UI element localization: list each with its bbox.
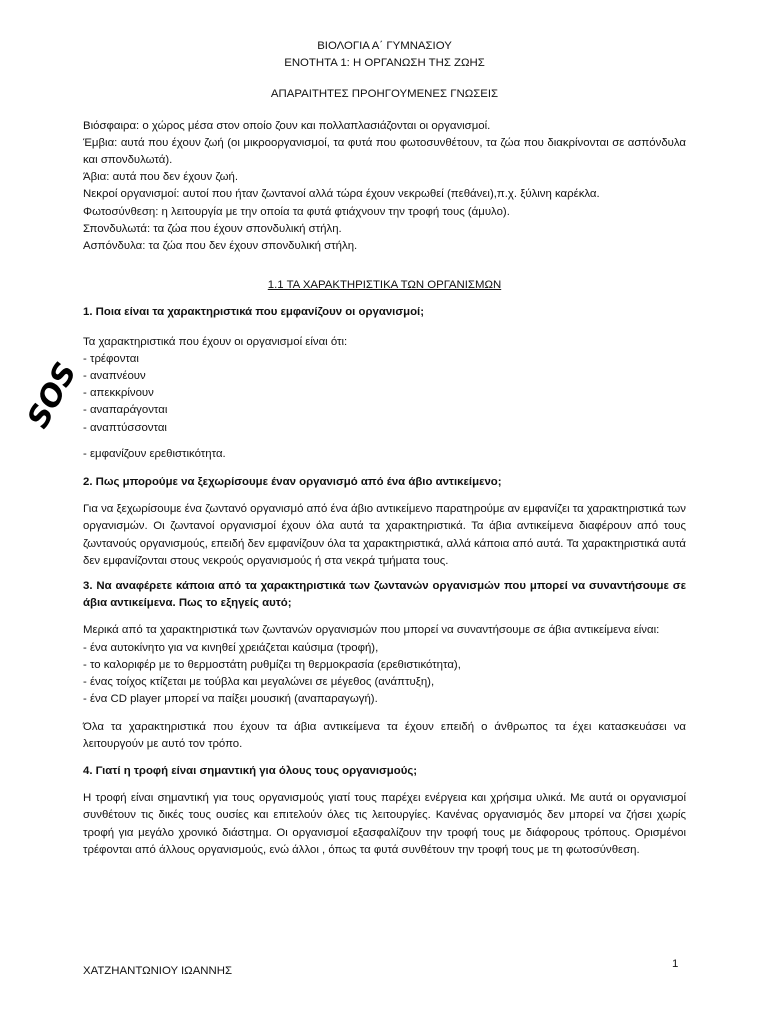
document-page (83, 38, 686, 859)
definition-term: Έμβια: (83, 136, 118, 149)
section-title: 1.1 ΤΑ ΧΑΡΑΚΤΗΡΙΣΤΙΚΑ ΤΩΝ ΟΡΓΑΝΙΣΜΩΝ (267, 279, 502, 292)
sos-stamp: SOS (20, 356, 84, 435)
list-item: - ένα αυτοκίνητο για να κινηθεί χρειάζεται καύσιμα (τροφή), (83, 641, 379, 654)
question-1: 1. Ποια είναι τα χαρακτηριστικά που εμφανίζουν οι οργανισμοί; (83, 306, 425, 319)
list-item: - ένα CD player μπορεί να παίξει μουσική (αναπαραγωγή). (83, 693, 378, 706)
list-item: - εμφανίζουν ερεθιστικότητα. (83, 447, 226, 460)
doc-subject-title: ΒΙΟΛΟΓΙΑ Α΄ ΓΥΜΝΑΣΙΟΥ (317, 40, 452, 52)
footer-author: ΧΑΤΖΗΑΝΤΩΝΙΟΥ ΙΩΑΝΝΗΣ (83, 965, 233, 977)
definition-term: Νεκροί οργανισμοί: (83, 188, 180, 201)
definition-term: Σπονδυλωτά: (83, 222, 151, 235)
list-item: - αναπτύσσονται (83, 421, 167, 434)
definition-text: αυτοί που ήταν ζωντανοί αλλά τώρα έχουν νεκρωθεί (πεθάνει),π.χ. ξύλινη καρέκλα. (179, 188, 600, 201)
doc-unit-title: ΕΝΟΤΗΤΑ 1: Η ΟΡΓΑΝΩΣΗ ΤΗΣ ΖΩΗΣ (284, 57, 485, 70)
answer-4: Η τροφή είναι σημαντική για τους οργανισμούς γιατί τους παρέχει ενέργεια και χρήσιμα υλικά. Με αυτά οι οργανισμοί συνθέτουν τις δικές τους ουσίες και επιτελούν όλες τις λειτουργίες. Κανένας οργανισμός δεν μπορεί να ζήσει χωρίς τροφή για μεγάλο χρονικό διάστημα. Οι οργανισμοί εξασφαλίζουν την τροφή τους με διάφορους τρόπους. Ορισμένοι τρέφονται από άλλους οργανισμούς, ενώ άλλοι , όπως τα φυτά συνθέτουν την τροφή τους με τη φωτοσύνθεση. (83, 792, 686, 856)
definition-term: Φωτοσύνθεση: (83, 205, 159, 218)
definition-text: αυτά που έχουν ζωή (οι μικροοργανισμοί, τα φυτά που φωτοσυνθέτουν, τα ζώα που διακρίνονται σε ασπόνδυλα και σπονδυλωτά). (83, 136, 686, 167)
answer-1-list (83, 351, 686, 437)
list-item: - το καλοριφέρ με το θερμοστάτη ρυθμίζει τη θερμοκρασία (ερεθιστικότητα), (83, 658, 461, 671)
page-number: 1 (672, 958, 679, 970)
question-4: 4. Γιατί η τροφή είναι σημαντική για όλους τους οργανισμούς; (83, 764, 418, 777)
definition-item (83, 118, 686, 135)
list-item: - απεκκρίνουν (83, 387, 154, 400)
definition-text: τα ζώα που δεν έχουν σπονδυλική στήλη. (145, 240, 358, 253)
answer-3-conclusion: Όλα τα χαρακτηριστικά που έχουν τα άβια αντικείμενα τα έχουν επειδή ο άνθρωπος τα έχει κατασκευάσει να λειτουργούν με αυτό τον τρόπο. (83, 720, 686, 750)
definition-term: Ασπόνδυλα: (83, 240, 146, 253)
prerequisites-title: ΑΠΑΡΑΙΤΗΤΕΣ ΠΡΟΗΓΟΥΜΕΝΕΣ ΓΝΩΣΕΙΣ (270, 88, 499, 101)
answer-3-list (83, 640, 686, 709)
definition-item (83, 204, 686, 221)
definitions-list (83, 118, 686, 256)
answer-2: Για να ξεχωρίσουμε ένα ζωντανό οργανισμό από ένα άβιο αντικείμενο παρατηρούμε αν εμφανίζει τα χαρακτηριστικά των οργανισμών. Οι ζωντανοί οργανισμοί έχουν όλα αυτά τα χαρακτηριστικά. Τα άβια αντικείμενα διαφέρουν από τους ζωντανούς οργανισμούς, επειδή δεν εμφανίζουν όλα τα χαρακτηριστικά, αλλά κάποια από αυτά. Τα χαρακτηριστικά αυτά δεν εμφανίζονται στους νεκρούς οργανισμούς ή στα νεκρά τμήματα τους. (83, 503, 687, 567)
definition-text: ο χώρος μέσα στον οποίο ζουν και πολλαπλασιάζονται οι οργανισμοί. (139, 119, 491, 132)
answer-3-intro: Μερικά από τα χαρακτηριστικά των ζωντανών οργανισμών που μπορεί να συναντήσουμε σε άβια αντικείμενα είναι: (83, 624, 660, 637)
definition-item (83, 238, 686, 255)
definition-text: αυτά που δεν έχουν ζωή. (109, 171, 239, 184)
list-item: - αναπνέουν (83, 370, 146, 383)
definition-term: Βιόσφαιρα: (83, 119, 140, 132)
answer-1-intro: Τα χαρακτηριστικά που έχουν οι οργανισμοί είναι ότι: (83, 335, 348, 348)
definition-term: Άβια: (83, 171, 110, 184)
definition-text: η λειτουργία με την οποία τα φυτά φτιάχνουν την τροφή τους (άμυλο). (158, 205, 510, 218)
definition-text: τα ζώα που έχουν σπονδυλική στήλη. (150, 222, 342, 235)
question-3: 3. Να αναφέρετε κάποια από τα χαρακτηριστικά των ζωντανών οργανισμών που μπορεί να συναντήσουμε σε άβια αντικείμενα. Πως το εξηγείς αυτό; (83, 580, 686, 610)
list-item: - τρέφονται (83, 352, 139, 365)
definition-item (83, 135, 686, 169)
definition-item (83, 169, 686, 186)
list-item: - αναπαράγονται (83, 404, 168, 417)
list-item: - ένας τοίχος κτίζεται με τούβλα και μεγαλώνει σε μέγεθος (ανάπτυξη), (83, 676, 435, 689)
definition-item (83, 221, 686, 238)
question-2: 2. Πως μπορούμε να ξεχωρίσουμε έναν οργανισμό από ένα άβιο αντικείμενο; (83, 476, 502, 489)
definition-item (83, 186, 686, 203)
